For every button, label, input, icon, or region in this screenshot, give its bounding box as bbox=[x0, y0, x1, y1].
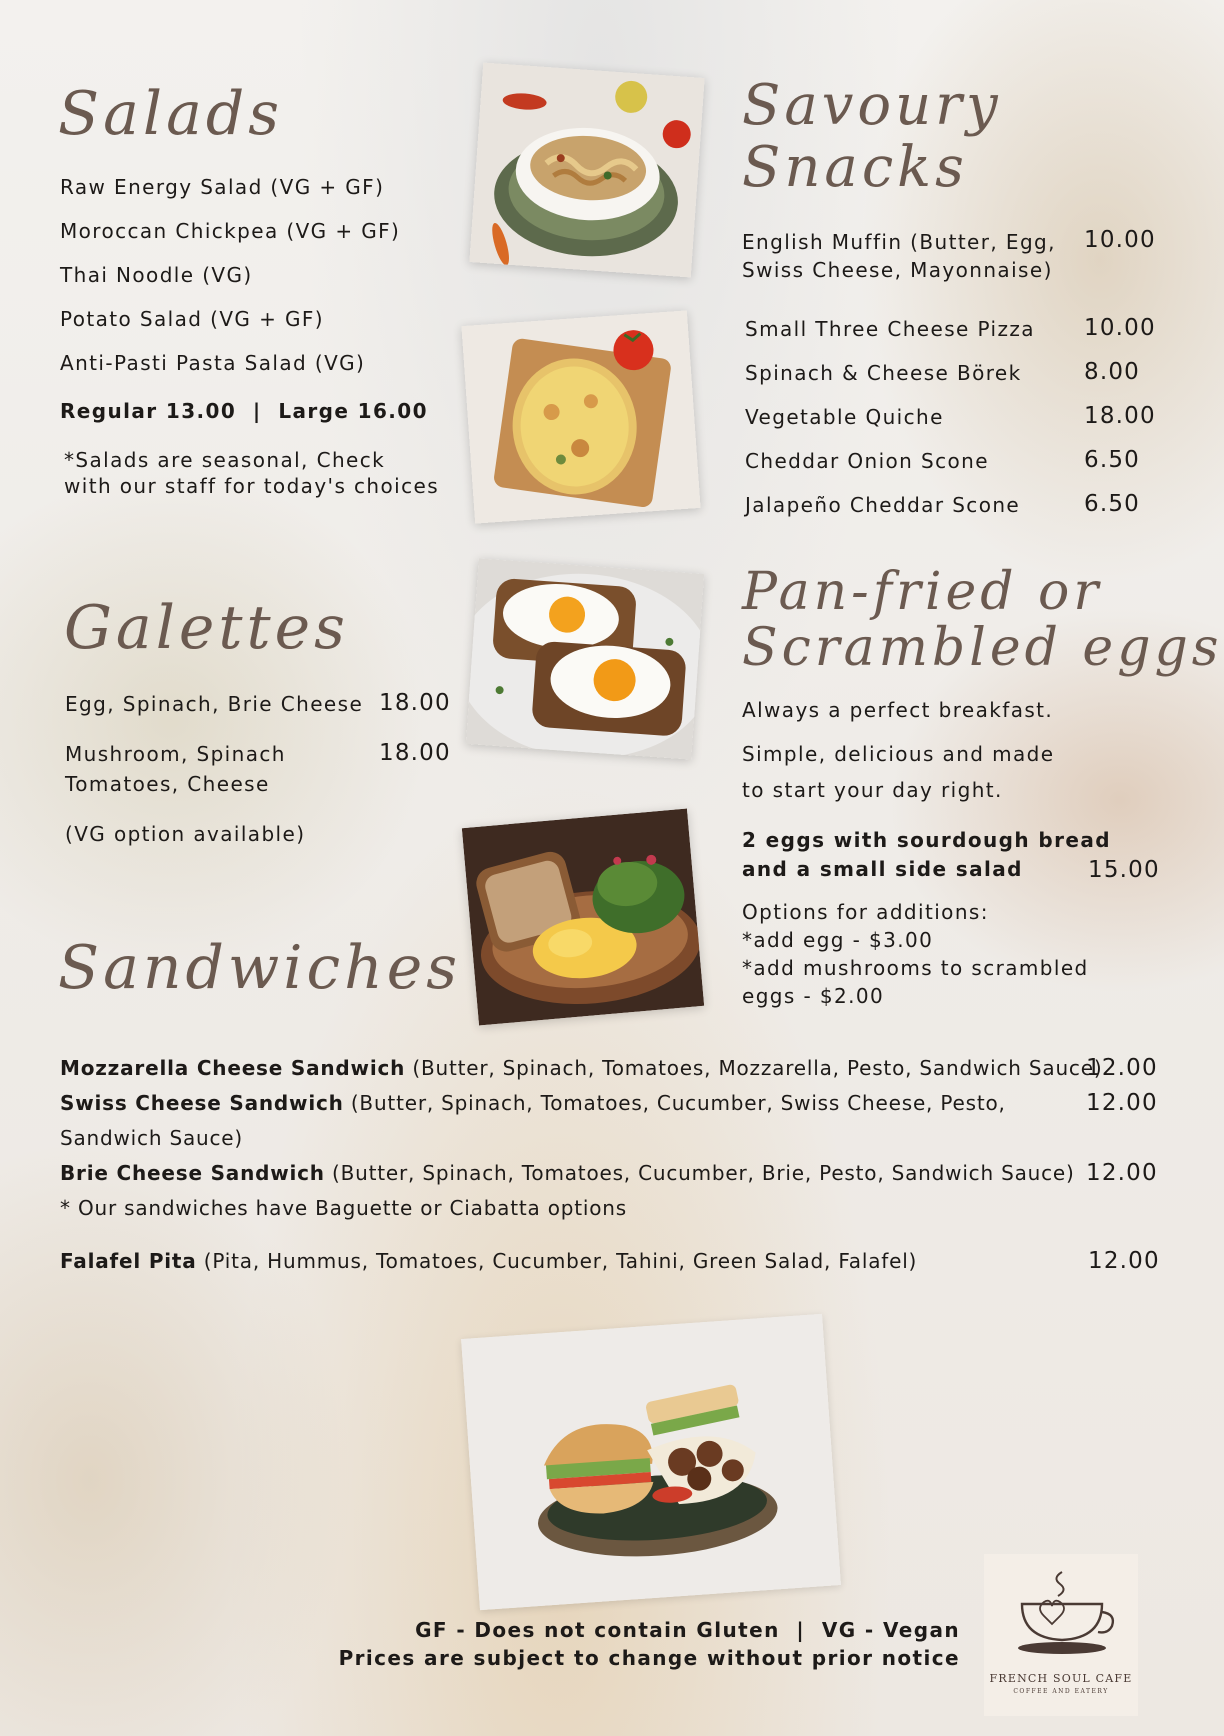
sandwich-name: Brie Cheese Sandwich bbox=[60, 1161, 325, 1185]
savoury-item-name: Spinach & Cheese Börek bbox=[745, 361, 1022, 385]
salads-heading: Salads bbox=[58, 79, 284, 149]
salad-item: Potato Salad (VG + GF) bbox=[60, 307, 324, 331]
sandwich-name: Swiss Cheese Sandwich bbox=[60, 1091, 344, 1115]
galettes-note: (VG option available) bbox=[65, 822, 306, 846]
eggs-offer-line2: and a small side salad bbox=[742, 857, 1023, 881]
galette-item-name: Mushroom, Spinach bbox=[65, 742, 286, 766]
savoury-item-name: Jalapeño Cheddar Scone bbox=[745, 493, 1021, 517]
sandwiches-photo bbox=[461, 1314, 841, 1611]
galettes-heading: Galettes bbox=[64, 593, 349, 663]
eggs-heading-line1: Pan-fried or bbox=[742, 562, 1103, 622]
savoury-item-name: English Muffin (Butter, Egg, bbox=[742, 230, 1056, 254]
savoury-heading-line1: Savoury bbox=[742, 73, 1002, 138]
salad-item: Thai Noodle (VG) bbox=[60, 263, 253, 287]
sandwich-desc: (Pita, Hummus, Tomatoes, Cucumber, Tahini, Green Salad, Falafel) bbox=[196, 1249, 918, 1273]
savoury-item-name: Small Three Cheese Pizza bbox=[745, 317, 1035, 341]
eggs-heading-line2: Scrambled eggs bbox=[742, 618, 1223, 678]
eggs-desc-line2: to start your day right. bbox=[742, 778, 1003, 802]
sandwich-price: 12.00 bbox=[1088, 1248, 1160, 1274]
footer-legend: GF - Does not contain Gluten | VG - Vegan bbox=[415, 1618, 960, 1642]
scrambled-eggs-photo bbox=[462, 809, 704, 1026]
coffee-cup-icon bbox=[984, 1554, 1138, 1664]
sandwiches-note: * Our sandwiches have Baguette or Ciabatta options bbox=[60, 1196, 628, 1220]
sandwich-name: Mozzarella Cheese Sandwich bbox=[60, 1056, 406, 1080]
savoury-item-price: 10.00 bbox=[1084, 315, 1156, 341]
sandwich-item bbox=[60, 1091, 1006, 1115]
salad-note-line1: *Salads are seasonal, Check bbox=[64, 448, 386, 472]
sandwich-item-pita bbox=[60, 1249, 917, 1273]
sandwich-price: 12.00 bbox=[1086, 1160, 1158, 1186]
sandwich-desc: (Butter, Spinach, Tomatoes, Cucumber, Brie, Pesto, Sandwich Sauce) bbox=[324, 1161, 1075, 1185]
sandwich-item bbox=[60, 1161, 1075, 1185]
sandwich-item bbox=[60, 1056, 1102, 1080]
sandwich-price: 12.00 bbox=[1086, 1090, 1158, 1116]
eggs-offer-line1: 2 eggs with sourdough bread bbox=[742, 828, 1111, 852]
eggs-option: *add egg - $3.00 bbox=[742, 928, 934, 952]
sandwich-desc: (Butter, Spinach, Tomatoes, Mozzarella, Pesto, Sandwich Sauce) bbox=[405, 1056, 1103, 1080]
sandwich-desc-line2: Sandwich Sauce) bbox=[60, 1126, 243, 1150]
eggs-desc-line1: Simple, delicious and made bbox=[742, 742, 1055, 766]
salad-item: Raw Energy Salad (VG + GF) bbox=[60, 175, 385, 199]
footer-notice: Prices are subject to change without prior notice bbox=[338, 1646, 960, 1670]
savoury-item-price: 10.00 bbox=[1084, 227, 1156, 253]
fried-eggs-photo bbox=[466, 558, 704, 759]
galette-item-name-line2: Tomatoes, Cheese bbox=[65, 772, 270, 796]
savoury-heading-line2: Snacks bbox=[742, 135, 968, 200]
savoury-item-price: 6.50 bbox=[1084, 447, 1141, 473]
savoury-item-price: 8.00 bbox=[1084, 359, 1141, 385]
cafe-logo bbox=[984, 1554, 1138, 1716]
galette-item-price: 18.00 bbox=[379, 690, 451, 716]
eggs-option: *add mushrooms to scrambled bbox=[742, 956, 1089, 980]
eggs-option: eggs - $2.00 bbox=[742, 984, 885, 1008]
salad-note-line2: with our staff for today's choices bbox=[64, 474, 440, 498]
sandwich-name: Falafel Pita bbox=[60, 1249, 197, 1273]
savoury-item-price: 18.00 bbox=[1084, 403, 1156, 429]
savoury-item-price: 6.50 bbox=[1084, 491, 1141, 517]
pasta-salad-photo bbox=[469, 63, 704, 278]
savoury-item-name-line2: Swiss Cheese, Mayonnaise) bbox=[742, 258, 1053, 282]
sandwich-desc: (Butter, Spinach, Tomatoes, Cucumber, Swiss Cheese, Pesto, bbox=[343, 1091, 1006, 1115]
galette-item-name: Egg, Spinach, Brie Cheese bbox=[65, 692, 364, 716]
salad-item: Moroccan Chickpea (VG + GF) bbox=[60, 219, 401, 243]
pizza-photo bbox=[461, 310, 700, 523]
sandwiches-heading: Sandwiches bbox=[58, 933, 462, 1003]
salad-sizes: Regular 13.00 | Large 16.00 bbox=[60, 399, 428, 423]
logo-tagline: COFFEE AND EATERY bbox=[1013, 1688, 1109, 1695]
eggs-offer-price: 15.00 bbox=[1088, 857, 1160, 883]
eggs-tagline: Always a perfect breakfast. bbox=[742, 698, 1054, 722]
savoury-item-name: Vegetable Quiche bbox=[745, 405, 944, 429]
sandwich-price: 12.00 bbox=[1086, 1055, 1158, 1081]
galette-item-price: 18.00 bbox=[379, 740, 451, 766]
eggs-options-title: Options for additions: bbox=[742, 900, 989, 924]
logo-name: FRENCH SOUL CAFE bbox=[989, 1672, 1133, 1685]
salad-item: Anti-Pasti Pasta Salad (VG) bbox=[60, 351, 366, 375]
savoury-item-name: Cheddar Onion Scone bbox=[745, 449, 989, 473]
